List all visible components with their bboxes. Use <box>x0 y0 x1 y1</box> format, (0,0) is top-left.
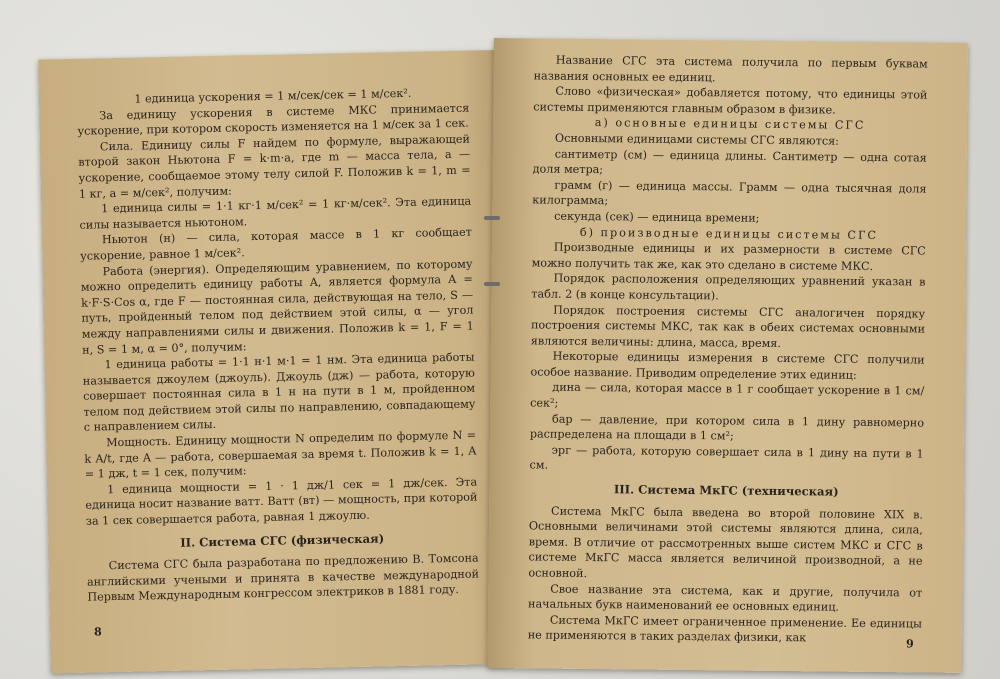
page-number-left: 8 <box>93 625 102 639</box>
staple-bottom <box>484 282 500 286</box>
section-heading-mkgs: III. Система МкГС (техническая) <box>613 482 839 499</box>
left-page-text <box>77 85 480 606</box>
watt-paragraph: 1 единица мощности = 1 · 1 дж/1 сек = 1 дж/сек. Эта единица носит название ватт. Ватт (вт) — мощность, при которой за 1 сек совершается работа, равная 1 джоулю. <box>85 475 478 528</box>
mkgs-intro-paragraph: Система МкГС была введена во второй половине XIX в. Основными величинами этой системы являются длина, сила, время. В отличие от рассмотренных выше систем МКС и СГС в системе МкГС масса является величиной производной, а не основной. <box>528 504 924 581</box>
section-heading-cgs: II. Система СГС (физическая) <box>180 531 385 550</box>
force-paragraph: Сила. Единицу силы F найдем по формуле, выражающей второй закон Ньютона F = k·m·a, где m — масса тела, a — ускорение, сообщаемое этому телу силой F. Положив k = 1, m = 1 кг, a = м/сек², получим: <box>78 132 471 201</box>
unit-gram: грамм (г) — единица массы. Грамм — одна тысячная доля килограмма; <box>532 178 927 208</box>
mkgs-name-paragraph: Свое название эта система, как и другие, получила от начальных букв наименований ее основных единиц. <box>528 582 923 614</box>
cgs-intro-paragraph: Система СГС была разработана по предложению В. Томсона английскими учеными и принята в качестве международной Первым Международным конгрессом электриков в 1881 году. <box>86 551 480 605</box>
unit-centimeter: сантиметр (см) — единица длины. Сантиметр — одна сотая доля метра; <box>532 147 927 177</box>
acceleration-formula: 1 единица ускорения = 1 м/сек/сек = 1 м/сек². <box>134 86 412 106</box>
newton-definition: Ньютон (н) — сила, которая массе в 1 кг сообщает ускорение, равное 1 м/сек². <box>80 225 472 263</box>
right-page-text <box>528 52 928 647</box>
open-booklet <box>38 38 968 668</box>
mkgs-usage-paragraph: Система МкГС имеет ограниченное применение. Ее единицы не применяются в таких разделах физики, как <box>527 613 922 645</box>
physical-word-note: Слово «физическая» добавляется потому, что единицы этой системы применяются главным образом в физике. <box>533 84 928 117</box>
subheading-base-units: а) основные единицы системы СГС <box>594 116 866 133</box>
newton-formula: 1 единица силы = 1·1 кг·1 м/сек² = 1 кг·м/сек². Эта единица силы называется ньютоном. <box>79 194 472 232</box>
bar-definition: бар — давление, при котором сила в 1 дину равномерно распределена на площади в 1 см²; <box>529 412 925 443</box>
base-units-intro: Основными единицами системы СГС являются: <box>554 131 840 148</box>
unit-second: секунда (сек) — единица времени; <box>554 209 760 225</box>
subheading-derived-units: б) производные единицы системы СГС <box>579 225 879 242</box>
erg-definition: эрг — работа, которую совершает сила в 1 дину на пути в 1 см. <box>529 443 924 473</box>
joule-paragraph: 1 единица работы = 1·1 н·1 м·1 = 1 нм. Эта единица работы называется джоулем (джоуль). Джоуль (дж) — работа, которую совершает постоянная сила в 1 н на пути в 1 м, пройденном телом под действием этой силы по направлению, совпадающему с направлением силы. <box>82 350 476 435</box>
work-paragraph: Работа (энергия). Определяющим уравнением, по которому можно определить единицу работы A, является формула A = k·F·S·Cos α, где F — постоянная сила, действующая на тело, S — путь, пройденный телом под действием этой силы, α — угол между направлениями силы и движения. Положив k = 1, F = 1 н, S = 1 м, α = 0°, получим: <box>80 257 474 357</box>
page-number-right: 9 <box>905 637 914 651</box>
cgs-name-origin: Название СГС эта система получила по первым буквам названия основных ее единиц. <box>533 53 928 84</box>
equation-order-paragraph: Порядок расположения определяющих уравнений указан в табл. 2 (в конце консультации). <box>531 271 926 303</box>
dyne-definition: дина — сила, которая массе в 1 г сообщает ускорение в 1 см/сек²; <box>530 381 925 410</box>
derived-units-paragraph: Производные единицы и их размерности в системе СГС можно получить так же, как это сделано в системе МКС. <box>531 240 926 273</box>
power-paragraph: Мощность. Единицу мощности N определим по формуле N = k A/t, где A — работа, совершаемая за время t. Положив k = 1, A = 1 дж, t = 1 сек, получим: <box>84 428 477 481</box>
staple-top <box>484 216 500 220</box>
right-page <box>487 38 968 673</box>
left-page <box>38 50 509 673</box>
acceleration-definition: За единицу ускорения в системе МКС принимается ускорение, при котором скорость изменяется на 1 м/сек за 1 сек. <box>77 101 470 138</box>
special-names-paragraph: Некоторые единицы измерения в системе СГС получили особое название. Приводим определение этих единиц: <box>530 349 925 382</box>
construction-order-paragraph: Порядок построения системы СГС аналогичен порядку построения системы МКС, так как в обеих системах основными являются величины: длина, масса, время. <box>530 303 926 350</box>
